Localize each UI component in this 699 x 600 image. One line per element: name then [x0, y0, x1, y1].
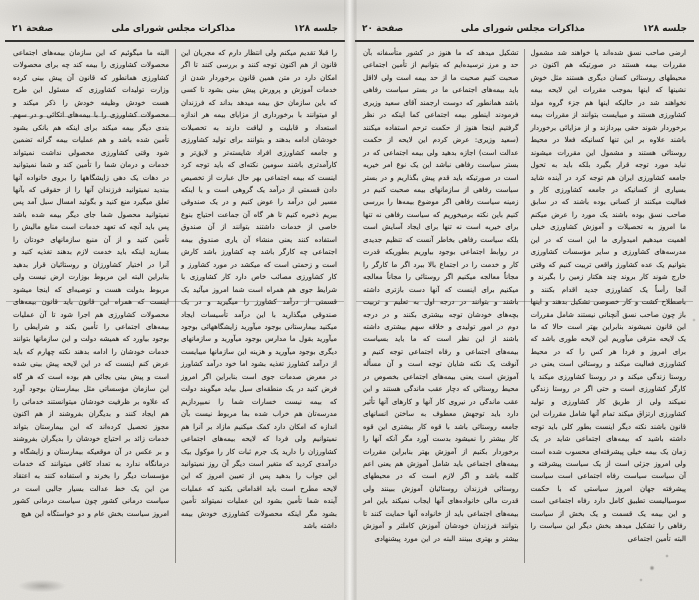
header-rule [355, 40, 694, 42]
page-right [350, 0, 699, 600]
page-header [12, 24, 338, 34]
page-number: صفحة ۲۰ [362, 24, 404, 34]
page-header [362, 24, 687, 34]
text-columns [7, 47, 343, 571]
page-number: صفحة ۲۱ [12, 24, 54, 34]
text-columns [357, 47, 692, 571]
session-number: جلسه ۱۲۸ [642, 24, 687, 34]
text-column-left: تشکیل میدهد که ما هنوز در کشور متأسفانه بآن حد و مرز نرسیده‌ایم که بتوانیم از تأمین اجتماعی صحبت کنیم صحبت ما از حد بیمه است ولی لااقل باید بیمه‌های اجتماعی ما در بستر سیاست رفاهی باشد همانطور که دوست ارجمند آقای سعید وزیری فرمودند اینطور بیمه اجتماعی کما اینکه در نظر گرفتیم اینجا هنوز از حکمت ترحم استفاده میکنند (سعید وزیری: عرض کردم این لایحه از حکمت عدالت است) اجازه بدهید ولی بیمه اجتماعی که در بستر سیاست رفاهی نباشد این یک نوع امر خیریه است در صورتیکه باید قدم پیش بگذاریم و در بستر سیاست رفاهی از سازمانهای بیمه صحبت کنیم در زمینه سیاست رفاهی اگر موضوع بیمه‌ها را بررسی کنیم باین نکته برمیخوریم که سیاست رفاهی نه تنها برای خیریه است نه تنها برای ایجاد آسایش است بلکه سیاست رفاهی بخاطر آنست که تنظیم جدیدی در روابط اجتماعی بوجود بیاوریم بطوریکه قدرت کار و خدمت را در اجتماع بالا ببرد اگر ما کارگر را مجاناً معالجه میکنیم اگر روستائی را مجاناً معالجه میکنیم برای اینست که آنها دست بازتری داشته باشند و بتوانند در درجه اول به تعلیم و تربیت بچه‌های خودشان توجه بیشتری بکنند و در درجه دوم در امور تولیدی و خلاقه سهم بیشتری داشته باشند از این نظر است که ما باید بسیاست بیمه‌های اجتماعی و رفاه اجتماعی توجه کنیم و آنوقت یک نکته شایان توجه است و آن مسأله آموزش است یعنی بیمه‌های اجتماعی بخصوص در محیط روستائی که دچار عقب ماندگی هستند و این عقب ماندگی در نیروی کار آنها و کارهای آنها تأثیر دارد باید توجهش معطوف به ساختن انسانهای جامعه روستائی باشد با قوه کار بیشتری این قوه کار بیشتر را نمیشود بدست آورد مگر آنکه آنها را برخوردار بکنیم از آموزش بهتر بنابراین مقررات بیمه‌های اجتماعی باید شامل آموزش هم یعنی اعم کلمه باشد و اگر لازم است که در محیطهای روستائی فرزندان روستائیان آموزش ببینند ولی قدرت مالی خانواده‌های آنها ایجاب نمیکند باین امر بیمه‌های اجتماعی باید از خانواده آنها حمایت کنند تا بتوانند فرزندان خودشان آموزش کاملتر و آموزش بیشتر و بهتری ببینند البته در این مورد پیشنهادی [363, 49, 519, 543]
session-number: جلسه ۱۲۸ [293, 24, 338, 34]
page-title: مذاکرات مجلس شورای ملی [460, 24, 585, 34]
text-column-right: را قبلا تقدیم میکنم ولی انتظار دارم که مجریان این قانون از هم اکنون توجه کنند و بررسی کنند تا اگر امکان دارد در متن همین قانون برخوردار شدن از خدمات آموزش و پرورش پیش بینی بشود تا کسی که باین سازمان حق بیمه میدهد بداند که فرزندان او میتوانند با برخورداری از مزایای بیمه هر اندازه استعداد و قابلیت و لیاقت دارند به تحصیلات خودشان ادامه بدهند و بتوانند برای تولید کشاورزی و جامعه کشاورزی افراد شایسته‌تر و لایق‌تر و کارآمدتری باشند سومین نکته‌ای که باید توجه کرد اینست که بیمه اجتماعی بهر حال عبارت از تخصیص دادن قسمتی از درآمد یک گروهی است و یا اینکه مسیر این درآمد را عوض کنیم و در یک صندوقی ببریم ذخیره کنیم تا هر گاه آن جماعت احتیاج بنوع خاصی از خدمات داشتند بتوانند از آن صندوق استفاده کنند یعنی منشاء آن یاری صندوق بیمه اجتماعی چه کارگر باشد چه کشاورز باشد کارش است و زحمتی است که میکشد در مورد کشاورز و کار کشاورزی مصائب خاص دارد کار کشاورزی با شرایط جوی هم همراه است شما امروز میآئید یک قسمتی از درآمد کشاورز را میگیرید و در یک صندوقی میگذارید با این درآمد تأسیسات ایجاد میکنید بیمارستانی بوجود میآورید زایشگاههائی بوجود میآورید بقول ما مدارس بوجود میآورید و سازمانهای دیگری بوجود میآورید و هزینه این سازمانها میبایست از درآمد کشاورز تغذیه بشود اما خود درآمد کشاورز در معرض صدمات جوی است بنابراین اگر امروز فرض کنید در یک منطقه‌ای سیل بیاید میگویند دولت که بیمه نیست خسارات شما را نمیپردازیم مدرسه‌تان هم خراب شده بما مربوط نیست بآن اندازه که امکان دارد کمک میکنیم مازاد بر آنرا هم نمیتوانیم ولی فردا که لایحه بیمه‌های اجتماعی کشاورزان را دارید یک جرم ثبات کار را موکول بیک درآمدی کردید که متغیر است دیگر آن روز نمیتوانید این جواب را بدهید پس از تعیین امروز که این لایحه مطرح است باید اقداماتی بکنید که عملیات آینده شما تأمین بشود این عملیات نمیتواند تأمین بشود مگر اینکه محصولات کشاورزی خودش بیمه داشته باشد [181, 49, 337, 531]
header-rule [5, 40, 345, 42]
text-column-left: البته ما میگوئیم که این سازمان بیمه‌های اجتماعی محصولات کشاورزی را بیمه کند چه برای محصولات کشاورزی همانطور که قانون آن پیش بینی کرده وزارت تولیدات کشاورزی که مسئول این طرح هست خودش وظیفه خودش را ذکر میکند و محصولات کشاورزی را با بیمه‌های اتکائی و در سهم بندی دیگر بیمه میکند برای اینکه هم بانکی بشود تأمین شده باشد و هم عملیات بیمه گرانه تضمین شود وقتی کشاورزی محصولی نداشت نمیتواند خدمات و درمان شما را تأمین کند و شما نمیتوانید در دهات یک دهی زایشگاهها را بروی خانواده آنها ببندید نمیتوانید فرزندان آنها را از حقوقی که بآنها تعلق میگیرد منع کنید و بگوئید امسال سیل آمد پس نمیتوانید محصول شما جای دیگر بیمه شده باشد پس باید آنچه که تعهد خدمات است منابع مالیش را تأمین کنید و از آن منبع سازمانهای خودتان را بسازید اینکه باید خدمت لازم بدهند تغذیه کنید و آنرا در اختیار کشاورزان و روستائیان قرار بدهید بنابراین البته این مربوط بوزارت ارض نیست ولی مربوط بدولت هست و توصیه‌ای که اینجا میشود اینست که همراه این قانون باید قانون بیمه‌های محصولات کشاورزی هم اجرا شود تا آن عملیات بیمه‌های اجتماعی را تأمین بکند و شرایطی را بوجود بیاورد که همیشه دولت و این سازمانها بتوانند خدمات خودشان را ادامه بدهند نکته چهارم که باید عرض کنم اینست که در این لایحه پیش بینی شده است و پیش بینی بجائی هم بوده است که هر گاه این سازمان مؤسساتی مثل بیمارستان بوجود آورد که علاوه بر ظرفیت خودشان میتوانستند خدماتی را هم ایجاد کنند و بدیگران بفروشند از هم اکنون مجوز تحصیل کرده‌اند که این بیمارستان بتواند خدمات زائد بر احتیاج خودشان را بدیگران بفروشند و بر عکس در آن موقعیکه بیمارستان و زایشگاه و درمانگاه ندارد به تعداد کافی میتوانند که خدمات مؤسسات دیگر را بخرند و استفاده کنند به اعتقاد من این یک خط عدالت بسیار جالبی است در سیاست درمانی کشور چون سیاست درمانی کشور امروز سیاست بخش عام و دو خواستگاه این هیچ [13, 49, 169, 518]
text-column-right: ارضی صاحب نسق شده‌اند یا خواهند شد مشمول مقررات بیمه هستند در صورتیکه هم اکنون در محیطهای روستائی کسان دیگری هستند مثل خوش نشینها که اینها بموجب مقررات این لایحه بیمه نخواهند شد در حالیکه اینها هم جزء گروه مولد کشاورزی هستند و میبایست بتوانند از مقررات بیمه برخوردار شوند حقی بپردازند و از مزایائی برخوردار باشند علاوه بر این تنها کسانیکه فعلا در محیط روستائی هستند و مشمول این مقررات میشوند نباید مورد توجه قرار بگیرد بلکه باید به تحول جامعه کشاورزی ایران هم توجه کرد در آینده شاید بسیاری از کسانیکه در جامعه کشاورزی کار و فعالیت میکنند از کسانی بوده باشند که در سابق صاحب نسق بوده باشند یک مورد را عرض میکنم ما امروز به تحصیلات و آموزش کشاورزی خیلی اهمیت میدهیم امیدواری ما این است که در این مدرسه‌های کشاورزی و سایر مؤسسات کشاورزی بتوانیم یک عده کشاورز واقعی تربیت کنیم که وقتی خارج شوند کار بروند چند هکتار زمین را بگیرند و آنجا رأساً یک کشاورزی جدید اقدام بکنند و باصطلاح کشت و کار خصوصی تشکیل بدهند و اینها باز چون صاحب نسق آنچنانی نیستند شامل مقررات این قانون نمیشوند بنابراین بهتر است حالا که ما یک لایحه مترقی میآوریم این لایحه طوری باشد که برای امروز و فردا هر کس را که در محیط کشاورزی فعالیت میکند و روستائی است یعنی در روستا زندگی میکند و در روستا کشاورزی میکند یا کارگر کشاورزی است و حتی اگر در روستا زندگی نمیکند ولی از طریق کار کشاورزی و تولید کشاورزی ارتزاق میکند تمام آنها شامل مقررات این قانون باشند نکته دیگر اینست بطور کلی باید توجه داشته باشید که بیمه‌های اجتماعی شاید در یک زمان یک بیمه خیلی پیشرفته‌ای محسوب شده است ولی امروز جزئی است از یک سیاست پیشرفته و آن سیاست سیاست رفاه اجتماعی است سیاست پیشرفته جهان امروز سیاستی که با حکمت سوسیالیست تطبیق کامل دارد رفاه اجتماعی است و این بیمه یک قسمت و یک بخش از سیاست رفاهی را تشکیل میدهد بخش دیگر این سیاست را البته تأمین اجتماعی [530, 49, 686, 543]
page-title: مذاکرات مجلس شورای ملی [111, 24, 236, 34]
